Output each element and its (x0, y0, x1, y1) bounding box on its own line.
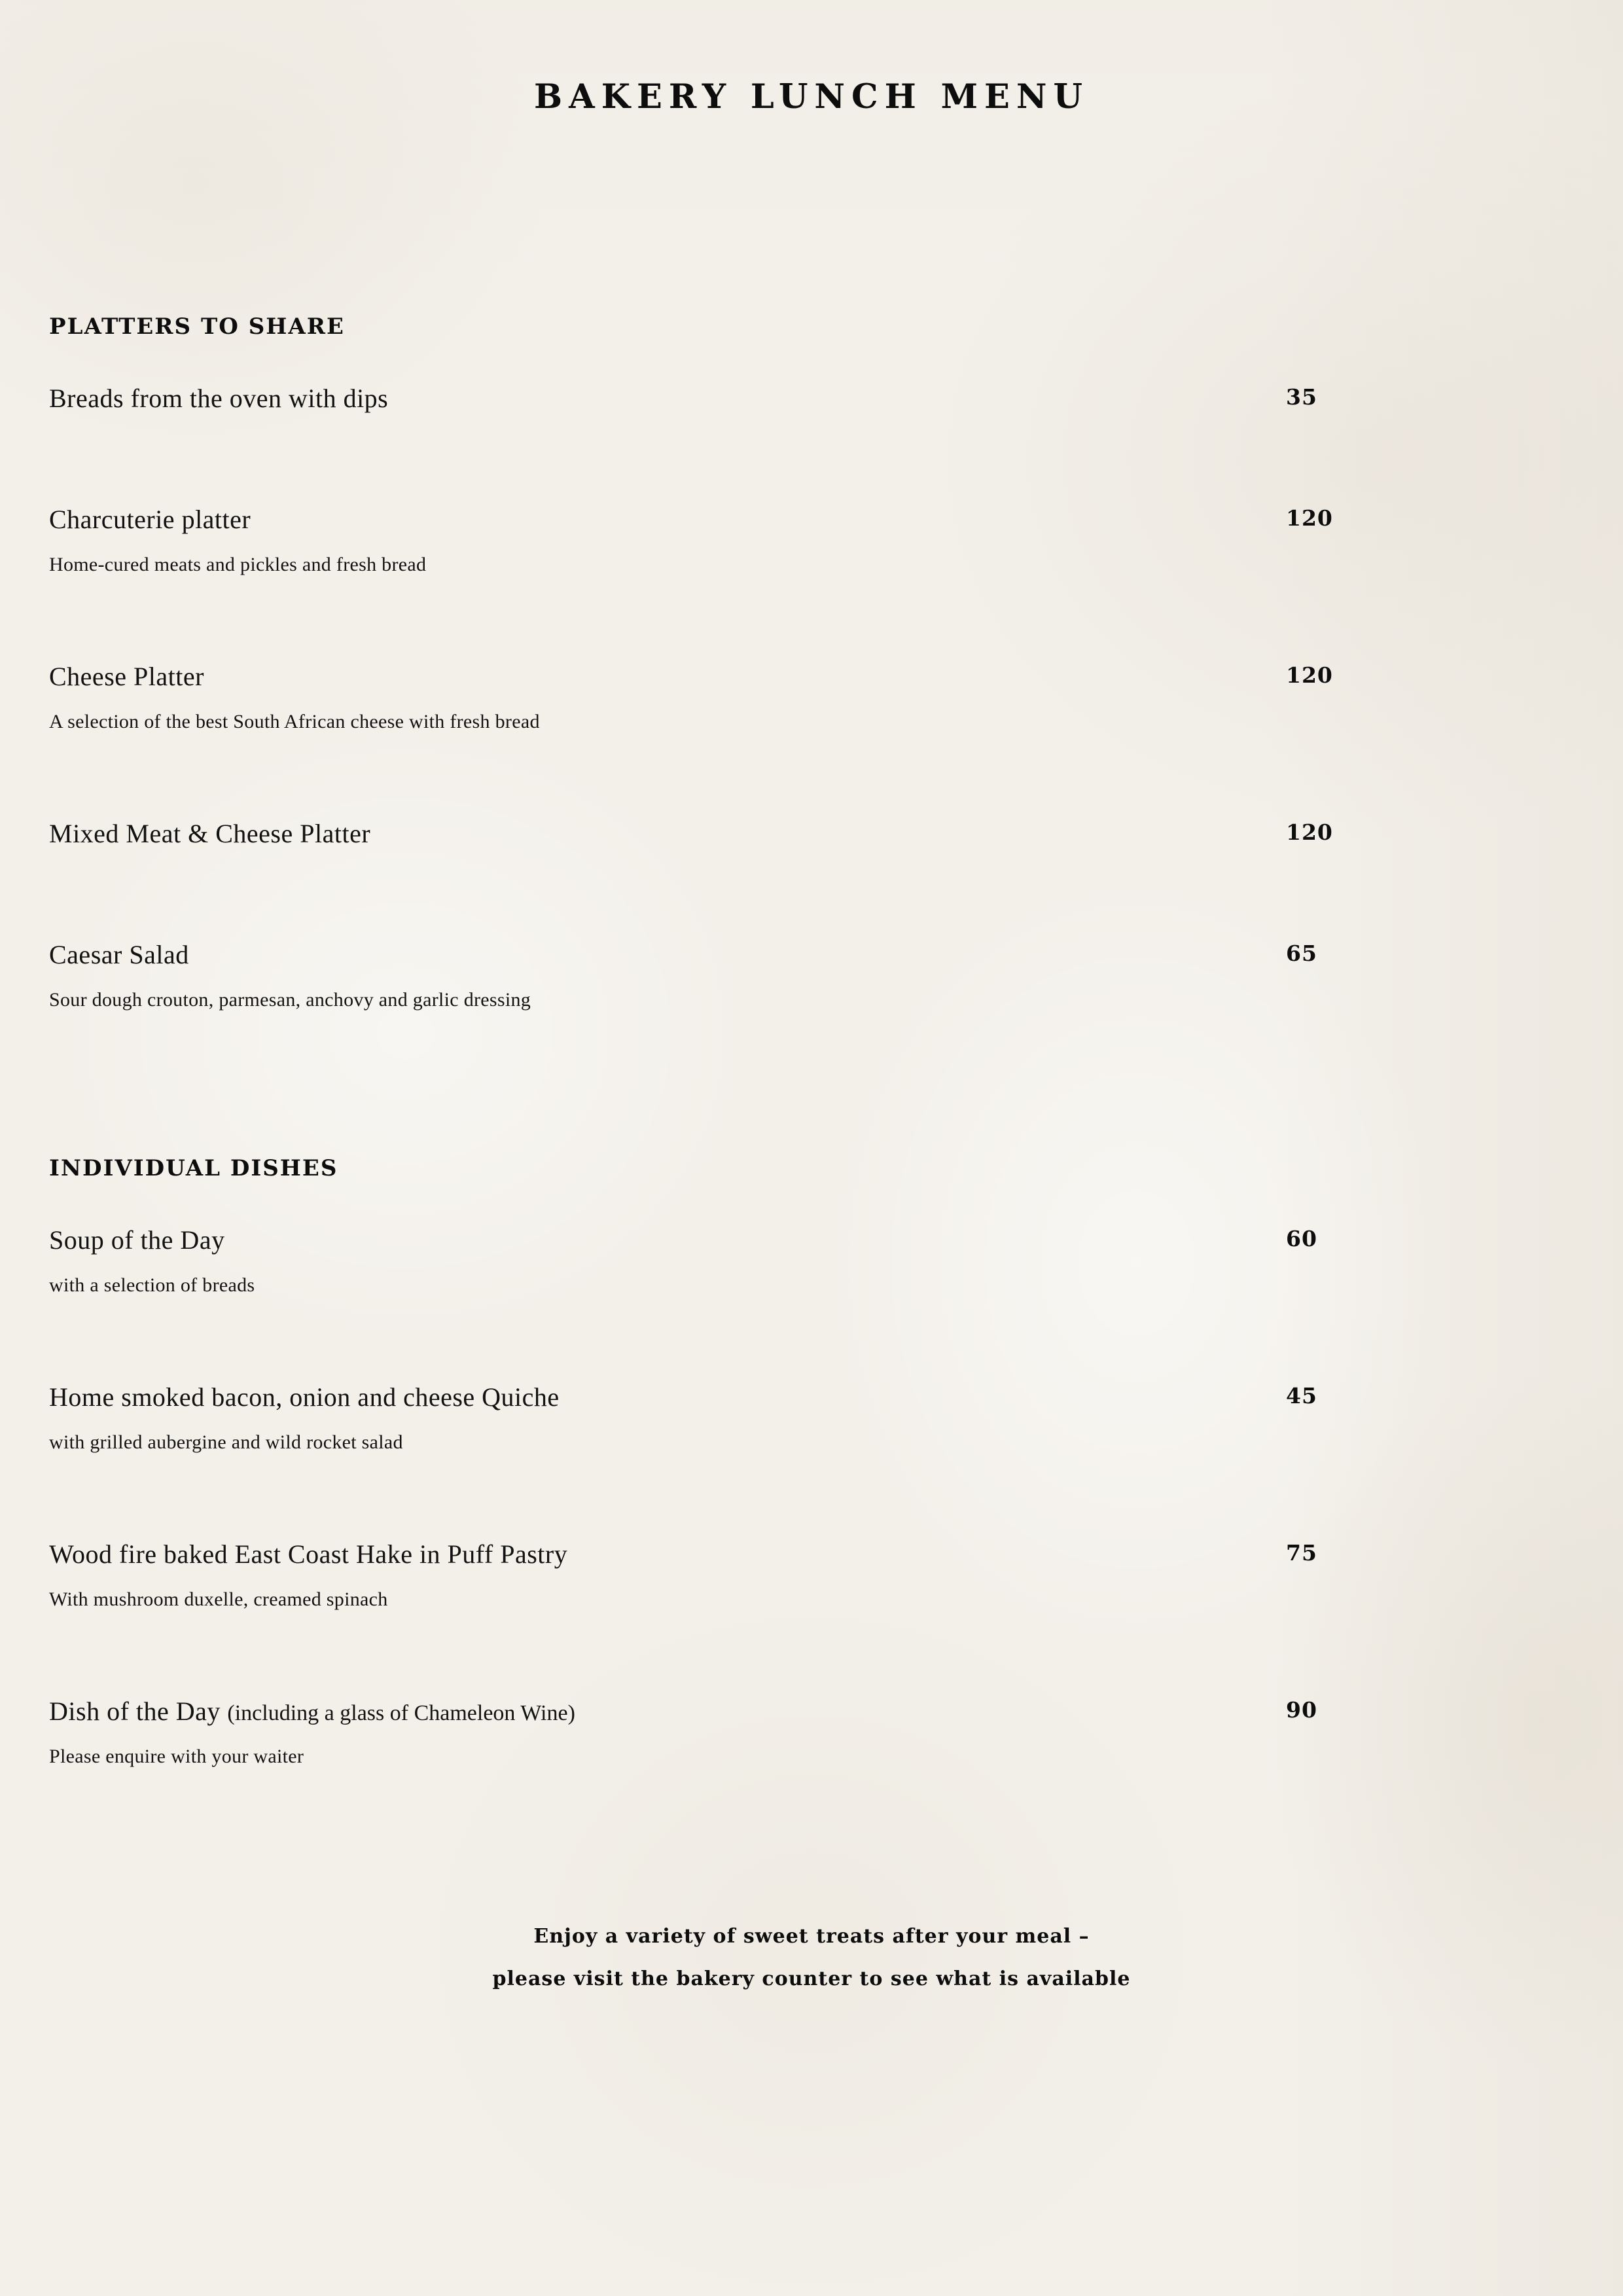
item-price: 45 (1286, 1382, 1317, 1408)
menu-item-caesar-salad (49, 939, 1574, 1012)
footer-line-2: please visit the bakery counter to see what is available (492, 1967, 1131, 1990)
item-price: 65 (1286, 940, 1317, 966)
item-name: Home smoked bacon, onion and cheese Quiche (49, 1382, 560, 1412)
item-name-note: (including a glass of Chameleon Wine) (227, 1700, 575, 1725)
item-price: 60 (1286, 1225, 1317, 1251)
item-description: Home-cured meats and pickles and fresh bread (49, 553, 427, 575)
menu-item-cheese-platter (49, 661, 1574, 734)
item-name: Wood fire baked East Coast Hake in Puff Pastry (49, 1539, 568, 1569)
menu-item-soup (49, 1225, 1574, 1297)
item-price: 120 (1286, 662, 1333, 688)
page-title: BAKERY LUNCH MENU (534, 77, 1089, 117)
section-heading-individual: INDIVIDUAL DISHES (49, 1155, 338, 1181)
menu-item-breads (49, 383, 1574, 414)
item-price: 120 (1286, 819, 1333, 845)
item-description: with grilled aubergine and wild rocket salad (49, 1431, 403, 1453)
item-description: A selection of the best South African cheese with fresh bread (49, 710, 540, 732)
item-name: Caesar Salad (49, 939, 189, 969)
menu-item-charcuterie (49, 504, 1574, 577)
item-name: Dish of the Day (49, 1696, 228, 1726)
item-description: Please enquire with your waiter (49, 1745, 304, 1767)
item-price: 120 (1286, 505, 1333, 531)
item-price: 35 (1286, 384, 1317, 410)
footer-line-1: Enjoy a variety of sweet treats after your meal – (533, 1924, 1090, 1948)
menu-item-dish-of-the-day (49, 1696, 1574, 1768)
item-description: Sour dough crouton, parmesan, anchovy and garlic dressing (49, 988, 531, 1011)
menu-item-quiche (49, 1382, 1574, 1454)
item-name: Breads from the oven with dips (49, 383, 389, 413)
menu-item-hake (49, 1539, 1574, 1611)
menu-item-mixed-platter (49, 818, 1574, 850)
item-price: 75 (1286, 1539, 1317, 1566)
item-name: Charcuterie platter (49, 504, 251, 534)
item-name: Mixed Meat & Cheese Platter (49, 818, 371, 848)
footer-note (49, 1925, 1574, 1991)
item-description: with a selection of breads (49, 1274, 255, 1296)
section-heading-platters: PLATTERS TO SHARE (49, 314, 345, 340)
item-name: Cheese Platter (49, 661, 204, 691)
item-price: 90 (1286, 1696, 1317, 1723)
item-name: Soup of the Day (49, 1225, 225, 1255)
item-description: With mushroom duxelle, creamed spinach (49, 1588, 388, 1610)
